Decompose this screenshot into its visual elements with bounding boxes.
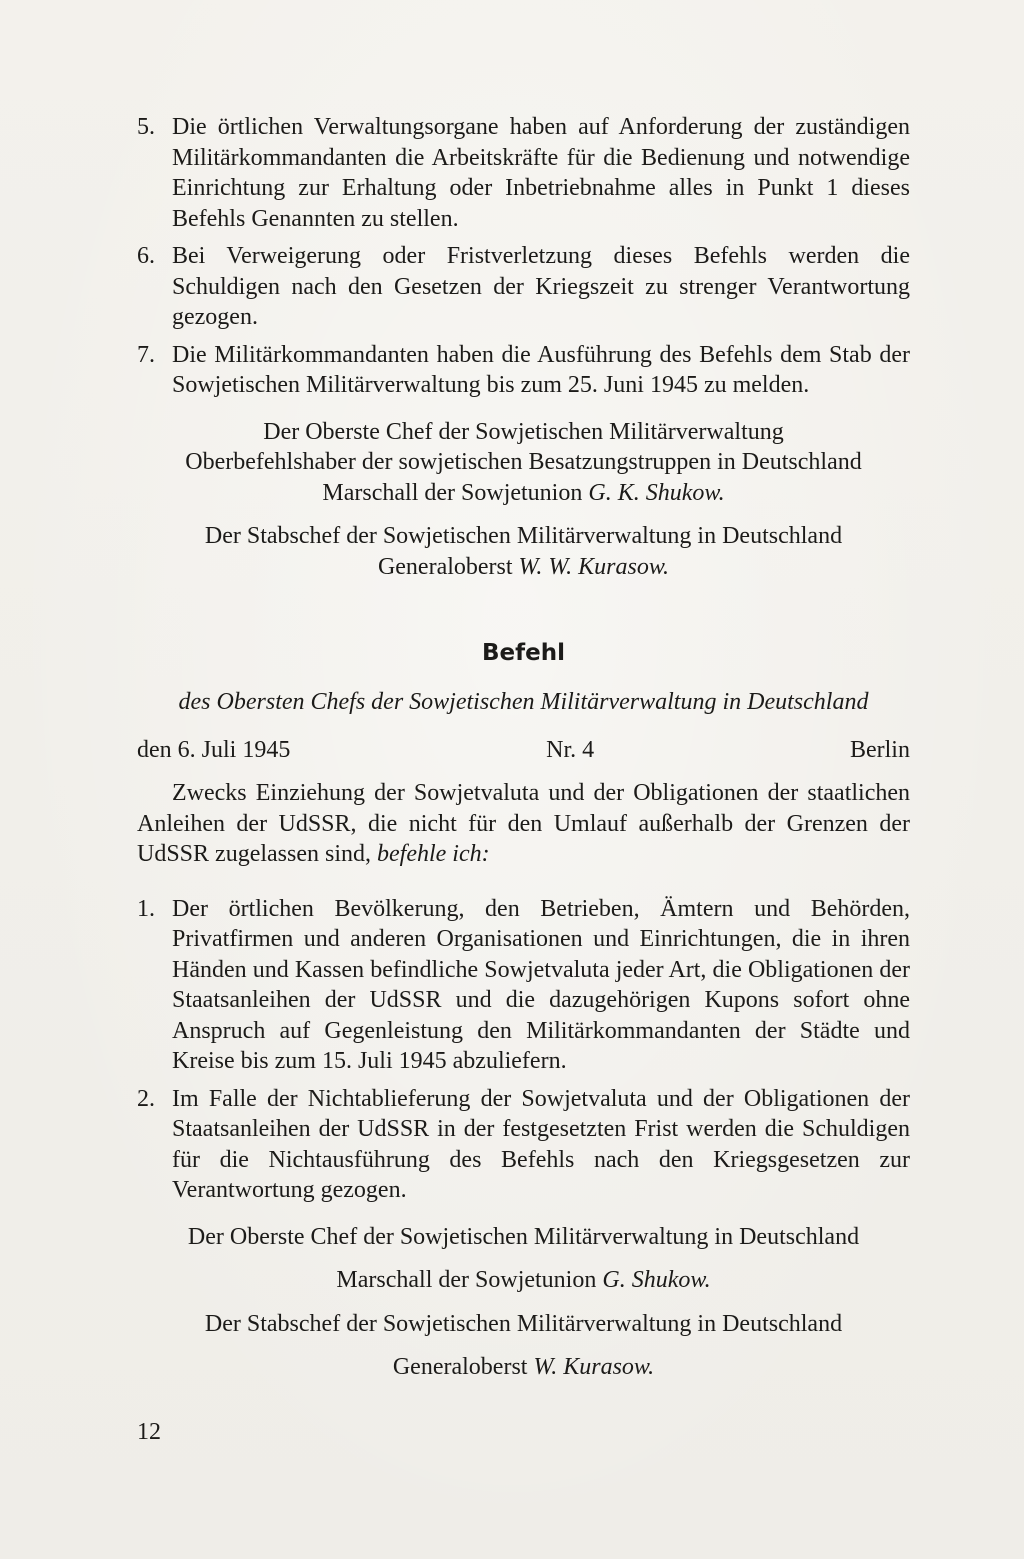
signature-rank: Generaloberst	[392, 1354, 528, 1381]
order-items	[137, 894, 910, 1206]
list-item	[137, 241, 910, 333]
signature-title: Der Stabschef der Sowjetischen Militärverwaltung in Deutschland	[204, 523, 843, 549]
signature-title: Der Stabschef der Sowjetischen Militärverwaltung in Deutschland	[204, 1310, 843, 1337]
item-number: 2.	[137, 1085, 155, 1112]
item-number: 6.	[137, 243, 155, 269]
signature-name-line	[137, 1265, 910, 1296]
signature-rank: Marschall der Sowjetunion	[336, 1267, 597, 1294]
order-subtitle: des Obersten Chefs der Sowjetischen Militärverwaltung in Deutschland	[178, 689, 869, 716]
signature-name-line	[137, 1352, 910, 1383]
signature-rank: Generaloberst	[377, 553, 513, 580]
signature-role: Oberbefehlshaber der sowjetischen Besatzungstruppen in Deutschland	[185, 449, 862, 475]
signature-name-line	[137, 478, 910, 509]
item-text: Die örtlichen Verwaltungsorgane haben auf Anforderung der zuständigen Militärkommandanten die Arbeitskräfte für die Bedienung und notwendige Einrichtung zur Erhaltung oder Inbetriebnahme alles in Punkt 1 dieses Befehls Genannten zu stellen.	[172, 114, 910, 232]
signature-name-line	[137, 552, 910, 583]
list-item	[137, 1084, 910, 1206]
signatory-name: G. K. Shukow.	[588, 479, 725, 506]
signature-block-chief	[137, 417, 910, 509]
order-title: Befehl	[482, 640, 565, 666]
signatory-name: W. Kurasow.	[533, 1354, 655, 1381]
signature-block-chief-of-staff	[137, 521, 910, 582]
list-item	[137, 340, 910, 401]
previous-order-items	[137, 112, 910, 401]
item-text: Bei Verweigerung oder Fristverletzung dieses Befehls werden die Schuldigen nach den Gesetzen der Kriegszeit zu strenger Verantwortung gezogen.	[172, 243, 910, 330]
order-place: Berlin	[849, 737, 910, 764]
signatory-name: W. W. Kurasow.	[518, 553, 670, 580]
signature-title: Der Oberste Chef der Sowjetischen Militärverwaltung	[263, 418, 784, 445]
list-item	[137, 112, 910, 234]
item-text: Der örtlichen Bevölkerung, den Betrieben, Ämtern und Behörden, Privatfirmen und anderen Organisationen und Einrichtungen, die in ihren Händen und Kassen befindliche Sowjetvaluta jeder Art, die Obligationen der Staatsanleihen der UdSSR und die dazugehörigen Kupons sofort ohne Anspruch auf Gegenleistung den Militärkommandanten der Städte und Kreise bis zum 15. Juli 1945 abzuliefern.	[172, 895, 910, 1075]
signature-title: Der Oberste Chef der Sowjetischen Militärverwaltung in Deutschland	[187, 1223, 860, 1250]
order-meta	[137, 735, 910, 765]
signatory-name: G. Shukow.	[602, 1267, 711, 1294]
item-number: 5.	[137, 114, 155, 140]
order-signature-chief-of-staff	[137, 1309, 910, 1383]
item-text: Im Falle der Nichtablieferung der Sowjetvaluta und der Obligationen der Staatsanleihen der UdSSR in der festgesetzten Frist werden die Schuldigen für die Nichtausführung des Befehls nach den Kriegsgesetzen zur Verantwortung gezogen.	[172, 1085, 910, 1204]
order-date: den 6. Juli 1945	[137, 737, 291, 764]
intro-text: Zwecks Einziehung der Sowjetvaluta und der Obligationen der staatlichen Anleihen der UdSSR, die nicht für den Umlauf außerhalb der Grenzen der UdSSR zugelassen sind,	[137, 780, 910, 868]
page-number: 12	[137, 1419, 161, 1445]
item-number: 7.	[137, 341, 155, 368]
order-number: Nr. 4	[546, 737, 595, 764]
item-text: Die Militärkommandanten haben die Ausführung des Befehls dem Stab der Sowjetischen Militärverwaltung bis zum 25. Juni 1945 zu melden.	[172, 341, 910, 398]
list-item	[137, 894, 910, 1077]
order-signature-chief	[137, 1222, 910, 1296]
order-intro	[137, 778, 910, 870]
item-number: 1.	[137, 895, 155, 922]
intro-emphasis: befehle ich:	[377, 841, 490, 868]
signature-rank: Marschall der Sowjetunion	[322, 479, 583, 506]
